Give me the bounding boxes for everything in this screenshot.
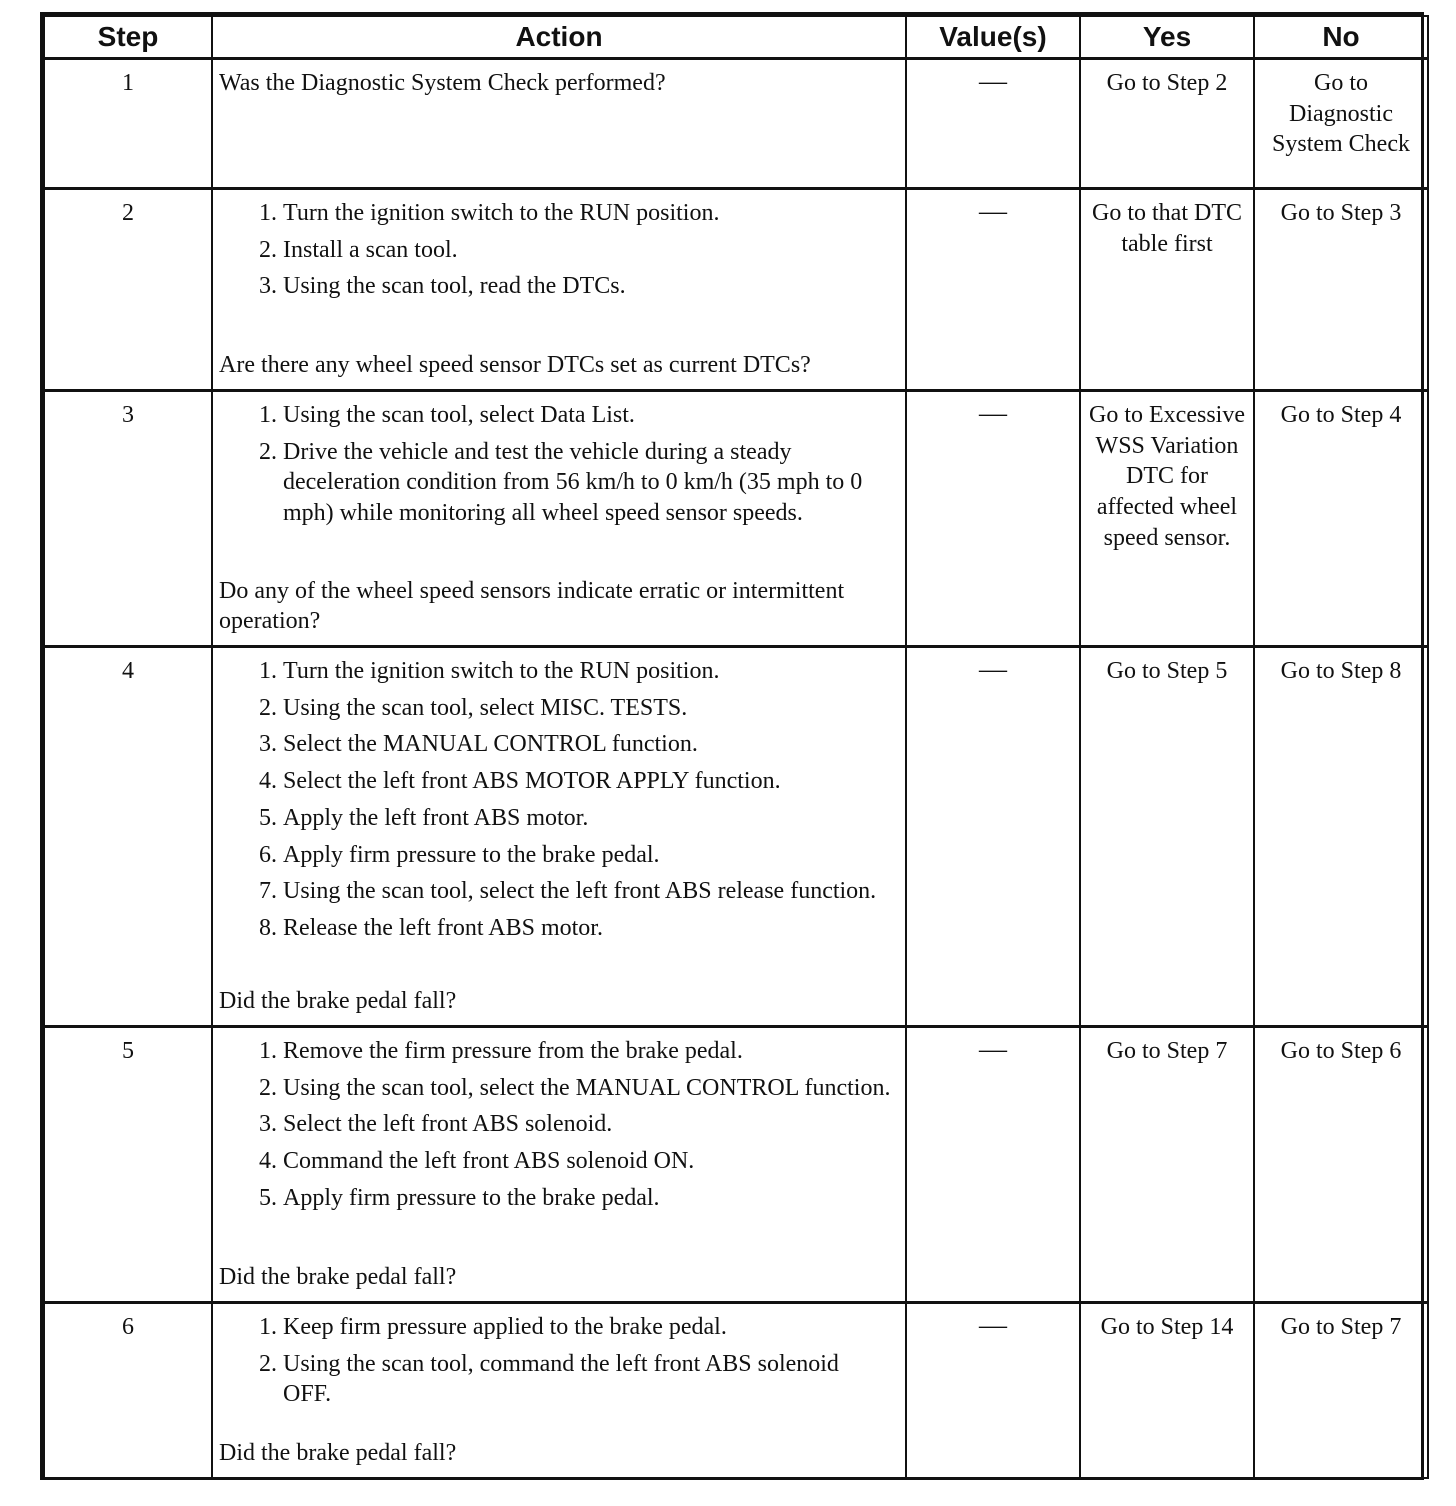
action-step-item: 4. Command the left front ABS solenoid ON. [283,1146,891,1177]
no-result: Go to Step 7 [1254,1303,1428,1478]
header-action: Action [212,16,906,59]
action-step-item: 1. Turn the ignition switch to the RUN position. [283,198,891,229]
table-row [44,1027,1428,1303]
action-question: Do any of the wheel speed sensors indicate erratic or intermittent operation? [219,577,845,635]
action-step-item: 3. Using the scan tool, read the DTCs. [283,271,891,302]
yes-result: Go to Step 5 [1080,647,1254,1027]
action-step-item: 1. Turn the ignition switch to the RUN position. [283,656,891,687]
action-step-item: 5. Apply firm pressure to the brake pedal. [283,1183,891,1214]
action-question: Did the brake pedal fall? [219,988,457,1015]
yes-result: Go to Excessive WSS Variation DTC for affected wheel speed sensor. [1080,391,1254,647]
table-row [44,391,1428,647]
yes-result: Go to Step 14 [1080,1303,1254,1478]
value-cell: — [906,1027,1080,1303]
action-steps-list [219,1036,891,1220]
action-step-item: 8. Release the left front ABS motor. [283,913,891,944]
action-cell [212,647,906,1027]
step-number: 5 [44,1027,212,1303]
step-number: 6 [44,1303,212,1478]
table-row [44,189,1428,391]
header-no: No [1254,16,1428,59]
action-question: Are there any wheel speed sensor DTCs set as current DTCs? [219,352,811,379]
action-step-item: 1. Remove the firm pressure from the brake pedal. [283,1036,891,1067]
action-step-item: 2. Using the scan tool, select MISC. TESTS. [283,693,891,724]
yes-result: Go to Step 2 [1080,59,1254,189]
action-step-item: 1. Using the scan tool, select Data List. [283,400,891,431]
header-yes: Yes [1080,16,1254,59]
table-row [44,1303,1428,1478]
action-step-item: 2. Install a scan tool. [283,235,891,266]
action-cell [212,1027,906,1303]
action-cell [212,391,906,647]
table-row [44,647,1428,1027]
table-row [44,59,1428,189]
step-number: 4 [44,647,212,1027]
no-result: Go to Step 3 [1254,189,1428,391]
action-question: Did the brake pedal fall? [219,1264,457,1291]
action-step-item: 2. Drive the vehicle and test the vehicle during a steady deceleration condition from 56 km/h to 0 km/h (35 mph to 0 mph) while monitoring all wheel speed sensor speeds. [283,437,891,529]
action-steps-list [219,656,891,950]
step-number: 1 [44,59,212,189]
diagnostic-table-sheet [40,12,1424,1480]
no-result: Go to Diagnostic System Check [1254,59,1428,189]
action-step-item: 6. Apply firm pressure to the brake pedal. [283,840,891,871]
header-row [44,16,1428,59]
action-step-item: 5. Apply the left front ABS motor. [283,803,891,834]
yes-result: Go to that DTC table first [1080,189,1254,391]
action-step-item: 3. Select the MANUAL CONTROL function. [283,729,891,760]
no-result: Go to Step 6 [1254,1027,1428,1303]
yes-result: Go to Step 7 [1080,1027,1254,1303]
value-cell: — [906,189,1080,391]
action-step-item: 2. Using the scan tool, command the left front ABS solenoid OFF. [283,1349,891,1410]
action-steps-list [219,400,891,535]
action-steps-list [219,1312,891,1416]
action-step-item: 4. Select the left front ABS MOTOR APPLY function. [283,766,891,797]
action-cell [212,59,906,189]
action-step-item: 7. Using the scan tool, select the left front ABS release function. [283,876,891,907]
action-step-item: 2. Using the scan tool, select the MANUAL CONTROL function. [283,1073,891,1104]
header-step: Step [44,16,212,59]
no-result: Go to Step 4 [1254,391,1428,647]
action-steps-list [219,198,891,308]
action-question: Was the Diagnostic System Check performed? [219,70,666,96]
value-cell: — [906,647,1080,1027]
action-step-item: 3. Select the left front ABS solenoid. [283,1109,891,1140]
no-result: Go to Step 8 [1254,647,1428,1027]
diagnostic-table [43,15,1429,1479]
value-cell: — [906,1303,1080,1478]
step-number: 3 [44,391,212,647]
value-cell: — [906,391,1080,647]
action-question: Did the brake pedal fall? [219,1439,457,1466]
action-cell [212,189,906,391]
value-cell: — [906,59,1080,189]
step-number: 2 [44,189,212,391]
header-values: Value(s) [906,16,1080,59]
action-step-item: 1. Keep firm pressure applied to the brake pedal. [283,1312,891,1343]
action-cell [212,1303,906,1478]
